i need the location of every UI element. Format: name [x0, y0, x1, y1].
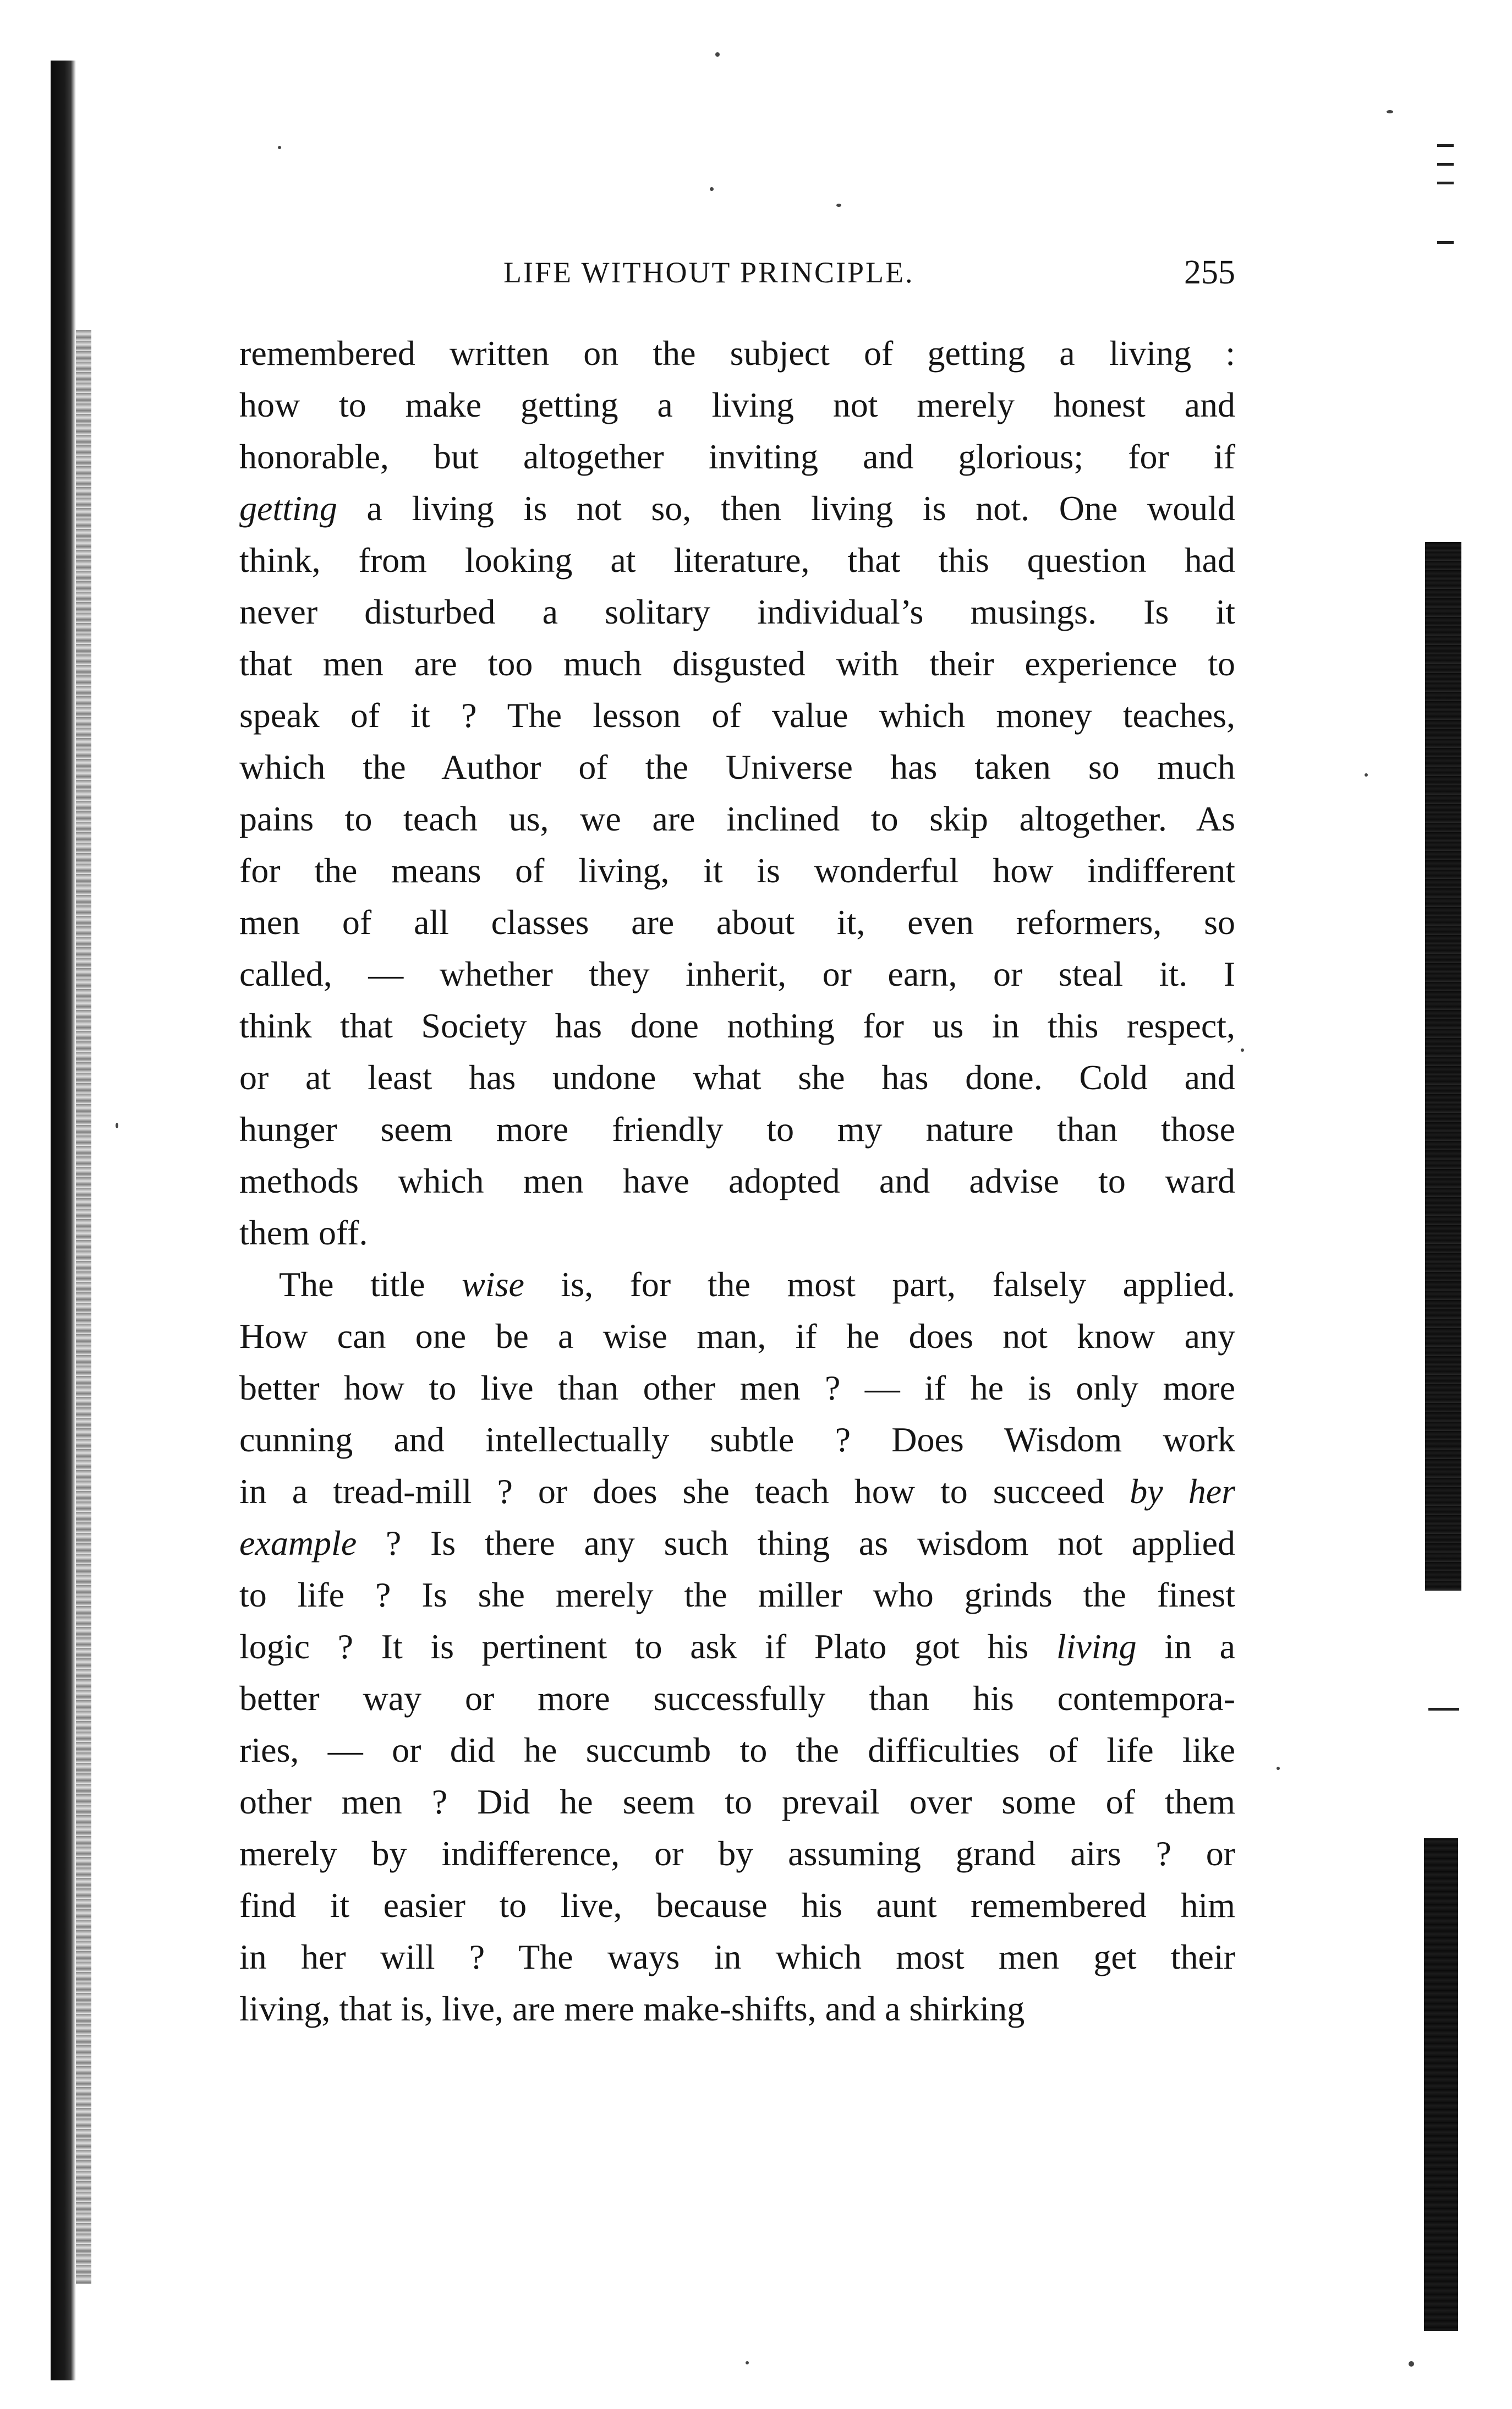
text-segment: men of all classes are about it, even reformers, so [239, 903, 1235, 942]
scan-speck [710, 187, 714, 191]
text-segment: The title [279, 1265, 462, 1304]
paragraph [239, 327, 1235, 1259]
text-line [239, 379, 1235, 431]
scan-speck [1387, 110, 1393, 113]
scan-speck [1277, 1767, 1280, 1770]
text-line [239, 1207, 1235, 1259]
text-segment: merely by indifference, or by assuming grand airs ? or [239, 1834, 1235, 1873]
text-segment: to life ? Is she merely the miller who grinds the finest [239, 1575, 1235, 1614]
text-line [239, 1569, 1235, 1621]
italic-text: example [239, 1523, 357, 1563]
text-segment: in a tread-mill ? or does she teach how to succeed [239, 1472, 1130, 1511]
text-line [239, 1259, 1235, 1310]
text-line [239, 1155, 1235, 1207]
text-segment: cunning and intellectually subtle ? Does Wisdom work [239, 1420, 1235, 1459]
text-line [239, 1000, 1235, 1052]
paragraph [239, 1259, 1235, 2035]
text-segment: better how to live than other men ? — if he is only more [239, 1368, 1235, 1407]
text-line [239, 534, 1235, 586]
text-segment: hunger seem more friendly to my nature than those [239, 1110, 1235, 1149]
page-number: 255 [1184, 254, 1235, 291]
text-segment: find it easier to live, because his aunt remembered him [239, 1886, 1235, 1925]
running-head [237, 250, 1235, 294]
text-segment: speak of it ? The lesson of value which money teaches, [239, 696, 1235, 735]
text-line [239, 1104, 1235, 1155]
text-line [239, 793, 1235, 845]
body-text [239, 327, 1235, 2035]
text-line [239, 1724, 1235, 1776]
running-title: LIFE WITHOUT PRINCIPLE. [503, 256, 914, 289]
scan-edge-tick [1428, 1708, 1459, 1711]
scan-speck [836, 204, 841, 207]
text-line [239, 741, 1235, 793]
text-segment: How can one be a wise man, if he does not know any [239, 1317, 1235, 1356]
text-line [239, 1517, 1235, 1569]
italic-text: by her [1130, 1472, 1236, 1511]
scan-edge-bar-lower [1424, 1838, 1458, 2331]
binding-edge-shadow [51, 61, 76, 2380]
text-segment: living, that is, live, are mere make-shifts, and a shirking [239, 1989, 1025, 2028]
text-segment: in a [1136, 1627, 1236, 1666]
text-line [239, 586, 1235, 638]
text-segment: ries, — or did he succumb to the difficulties of life like [239, 1730, 1235, 1769]
scan-speck [1409, 2361, 1414, 2367]
scan-edge-tick [1437, 144, 1454, 147]
italic-text: getting [239, 489, 337, 528]
text-line [239, 1414, 1235, 1466]
text-line [239, 1362, 1235, 1414]
text-line [239, 1673, 1235, 1724]
scan-speck [1365, 773, 1368, 777]
italic-text: living [1056, 1627, 1137, 1666]
text-segment: how to make getting a living not merely honest and [239, 385, 1235, 424]
text-segment: remembered written on the subject of getting a living : [239, 334, 1235, 373]
scan-speck [715, 52, 720, 57]
text-segment: that men are too much disgusted with their experience to [239, 644, 1235, 683]
text-segment: them off. [239, 1213, 368, 1252]
scan-speck [1241, 1048, 1244, 1052]
text-line [239, 1828, 1235, 1880]
text-segment: called, — whether they inherit, or earn, or steal it. I [239, 954, 1235, 993]
text-segment: think, from looking at literature, that this question had [239, 540, 1235, 580]
scan-edge-bar-upper [1425, 542, 1461, 1591]
text-segment: for the means of living, it is wonderful how indifferent [239, 851, 1235, 890]
binding-edge-fringe [76, 330, 91, 2284]
scan-speck [278, 146, 281, 149]
scan-speck [116, 1123, 118, 1128]
text-line [239, 690, 1235, 741]
text-segment: better way or more successfully than his contempora- [239, 1679, 1235, 1718]
text-line [239, 638, 1235, 690]
scan-edge-tick [1437, 182, 1454, 184]
text-line [239, 1052, 1235, 1104]
text-segment: or at least has undone what she has done. Cold and [239, 1058, 1235, 1097]
text-line [239, 1983, 1235, 2035]
text-segment: logic ? It is pertinent to ask if Plato got his [239, 1627, 1056, 1666]
text-line [239, 483, 1235, 534]
text-line [239, 1621, 1235, 1673]
text-line [239, 1466, 1235, 1517]
text-segment: ? Is there any such thing as wisdom not applied [357, 1523, 1235, 1563]
text-line [239, 1776, 1235, 1828]
text-line [239, 1310, 1235, 1362]
text-segment: other men ? Did he seem to prevail over some of them [239, 1782, 1235, 1821]
text-segment: in her will ? The ways in which most men get their [239, 1937, 1235, 1976]
text-line [239, 327, 1235, 379]
scan-edge-tick [1437, 241, 1454, 244]
text-line [239, 431, 1235, 483]
text-line [239, 897, 1235, 948]
text-line [239, 1931, 1235, 1983]
text-segment: honorable, but altogether inviting and glorious; for if [239, 437, 1235, 476]
text-segment: pains to teach us, we are inclined to skip altogether. As [239, 799, 1235, 838]
text-segment: methods which men have adopted and advise to ward [239, 1161, 1235, 1200]
text-segment: is, for the most part, falsely applied. [524, 1265, 1236, 1304]
text-segment: a living is not so, then living is not. One would [337, 489, 1235, 528]
text-line [239, 1880, 1235, 1931]
text-line [239, 845, 1235, 897]
scan-speck [746, 2361, 749, 2364]
scan-edge-tick [1437, 163, 1454, 166]
text-line [239, 948, 1235, 1000]
text-segment: which the Author of the Universe has taken so much [239, 747, 1235, 786]
text-segment: never disturbed a solitary individual’s musings. Is it [239, 592, 1235, 631]
text-segment: think that Society has done nothing for us in this respect, [239, 1006, 1235, 1045]
italic-text: wise [462, 1265, 524, 1304]
